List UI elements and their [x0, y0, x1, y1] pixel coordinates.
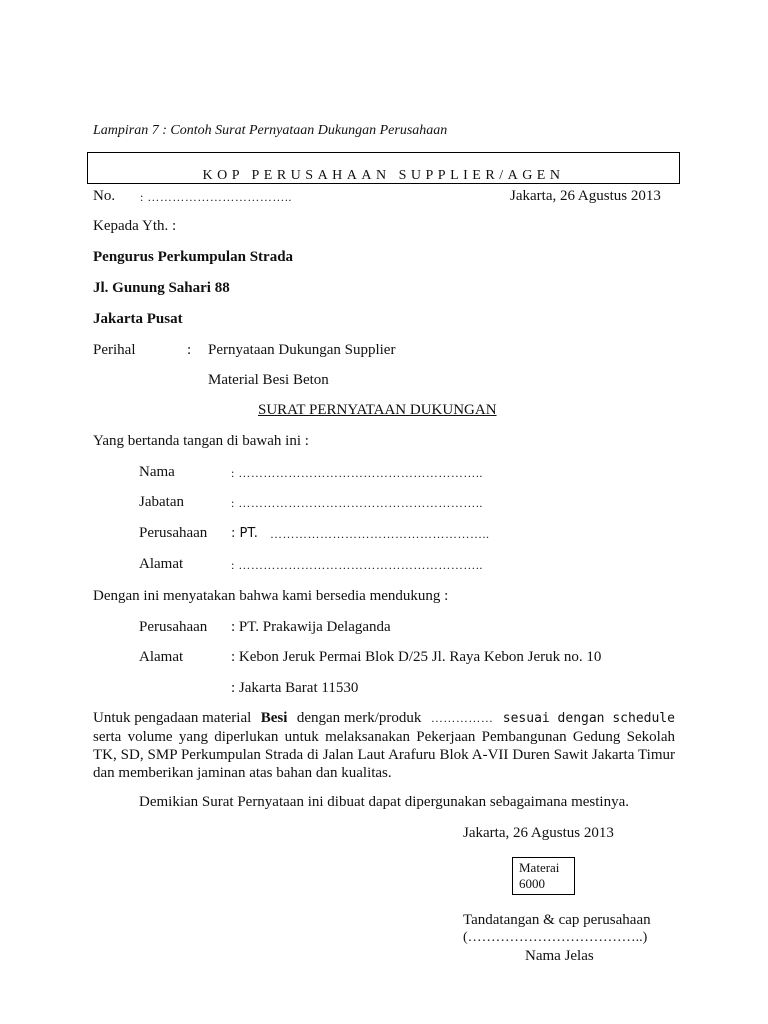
signer-position-value: : …………………………………………………..: [231, 496, 483, 510]
recipient-city: Jakarta Pusat: [93, 311, 183, 327]
supported-company-label: Perusahaan: [139, 619, 208, 635]
body-text-dots: ……………: [430, 711, 494, 725]
subject-line-1: Pernyataan Dukungan Supplier: [208, 342, 396, 358]
supported-address-line-2: : Jakarta Barat 11530: [231, 680, 359, 696]
body-handwritten-note: sesuai dengan schedule: [502, 711, 675, 726]
letterhead-title: KOP PERUSAHAAN SUPPLIER/AGEN: [202, 168, 565, 183]
recipient-organization: Pengurus Perkumpulan Strada: [93, 249, 294, 265]
number-label: No.: [93, 188, 116, 204]
signer-address-value: : …………………………………………………..: [231, 558, 483, 572]
signer-intro: Yang bertanda tangan di bawah ini :: [93, 433, 309, 449]
body-paragraph-first-line: [93, 710, 675, 727]
printed-name-label: Nama Jelas: [525, 948, 594, 964]
recipient-street: Jl. Gunung Sahari 88: [93, 280, 230, 296]
stamp-duty-label: Materai: [519, 860, 560, 875]
body-text-b: dengan merk/produk: [296, 710, 422, 726]
letter-title: SURAT PERNYATAAN DUKUNGAN: [258, 402, 497, 418]
letter-date: Jakarta, 26 Agustus 2013: [510, 188, 661, 204]
stamp-duty-value: 6000: [519, 876, 545, 891]
signer-name-label: Nama: [139, 464, 175, 480]
signer-address-label: Alamat: [139, 556, 184, 572]
attachment-caption: Lampiran 7 : Contoh Surat Pernyataan Dukungan Perusahaan: [93, 123, 448, 138]
subject-line-2: Material Besi Beton: [208, 372, 329, 388]
signature-label: Tandatangan & cap perusahaan: [463, 912, 651, 928]
support-intro: Dengan ini menyatakan bahwa kami bersedia mendukung :: [93, 588, 449, 604]
body-closing-sentence: Demikian Surat Pernyataan ini dibuat dapat dipergunakan sebagaimana mestinya.: [139, 794, 629, 810]
stamp-duty-box: [512, 857, 575, 895]
subject-colon: :: [187, 342, 192, 358]
body-paragraph-rest: serta volume yang diperlukan untuk melaksanakan Pekerjaan Pembangunan Gedung Sekolah TK, SD, SMP Perkumpulan Strada di Jalan Laut Arafuru Blok A-VII Duren Sawit Jakarta Timur dan memberikan jaminan atas bahan dan kualitas.: [93, 729, 675, 781]
signer-company-label: Perusahaan: [139, 525, 208, 541]
supported-company-value: : PT. Prakawija Delaganda: [231, 619, 391, 635]
closing-place-date: Jakarta, 26 Agustus 2013: [463, 825, 614, 841]
signer-company-prefix: : PT.: [231, 526, 258, 541]
signer-position-label: Jabatan: [139, 494, 184, 510]
supported-address-line-1: : Kebon Jeruk Permai Blok D/25 Jl. Raya Kebon Jeruk no. 10: [231, 649, 602, 665]
signature-blank: (………………………………..): [463, 930, 648, 945]
signer-company-value: ……………………………………………..: [270, 527, 490, 541]
supported-address-label: Alamat: [139, 649, 184, 665]
signer-name-value: : …………………………………………………..: [231, 466, 483, 480]
subject-label: Perihal: [93, 342, 136, 358]
body-text-bold: Besi: [260, 710, 288, 726]
recipient-salutation: Kepada Yth. :: [93, 218, 177, 234]
body-text-a: Untuk pengadaan material: [93, 710, 252, 726]
number-value: : ……………………………..: [140, 190, 292, 204]
letterhead-box: [87, 152, 680, 184]
